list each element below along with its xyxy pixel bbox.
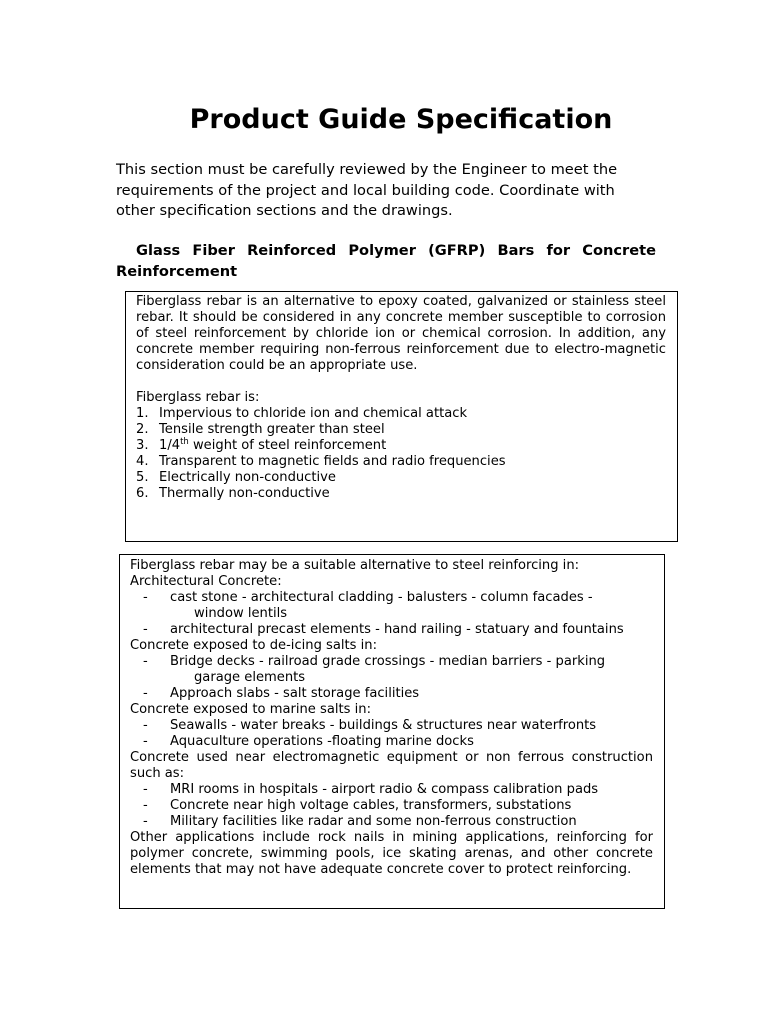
list-item-text: weight of steel reinforcement <box>188 438 387 453</box>
list-item-text: Electrically non-conductive <box>159 470 336 485</box>
spacer <box>136 374 666 390</box>
overview-paragraph: Fiberglass rebar is an alternative to epoxy coated, galvanized or stainless steel rebar. It should be considered in any concrete member susceptible to corrosion of steel reinforcement by chloride ion or chemical corrosion. In addition, any concrete member requiring non-ferrous reinforcement due to electro-magnetic consideration could be an appropriate use. <box>136 294 666 373</box>
list-item <box>136 486 666 502</box>
list-number: 6. <box>136 486 149 501</box>
list-item-text: Thermally non-conductive <box>159 486 330 501</box>
application-text: Concrete near high voltage cables, transformers, substations <box>170 798 572 813</box>
dash-bullet: - <box>143 654 148 669</box>
list-number: 3. <box>136 438 149 453</box>
list-item <box>136 454 666 470</box>
dash-bullet: - <box>143 782 148 797</box>
application-line <box>130 622 653 638</box>
application-text: cast stone - architectural cladding - balusters - column facades - <box>170 590 593 605</box>
category-heading: Concrete used near electromagnetic equipment or non ferrous construction such as: <box>130 750 653 781</box>
application-line <box>130 798 653 814</box>
dash-bullet: - <box>143 686 148 701</box>
application-text: Approach slabs - salt storage facilities <box>170 686 420 701</box>
application-text: architectural precast elements - hand railing - statuary and fountains <box>170 622 624 637</box>
applications-intro: Fiberglass rebar may be a suitable alternative to steel reinforcing in: <box>130 558 580 573</box>
fiberglass-overview-box <box>125 291 678 542</box>
application-line <box>130 782 653 798</box>
application-line-continued <box>130 606 653 622</box>
dash-bullet: - <box>143 798 148 813</box>
dash-bullet: - <box>143 590 148 605</box>
properties-list <box>136 406 666 502</box>
list-item-text: Impervious to chloride ion and chemical attack <box>159 406 468 421</box>
application-text: Bridge decks - railroad grade crossings - median barriers - parking <box>170 654 606 669</box>
application-text-continued: window lentils <box>194 606 288 621</box>
application-text: MRI rooms in hospitals - airport radio & compass calibration pads <box>170 782 599 797</box>
list-item <box>136 470 666 486</box>
list-item <box>136 438 666 454</box>
dash-bullet: - <box>143 718 148 733</box>
application-line <box>130 718 653 734</box>
application-text-continued: garage elements <box>194 670 306 685</box>
application-text: Military facilities like radar and some non-ferrous construction <box>170 814 577 829</box>
category-heading: Concrete exposed to de-icing salts in: <box>130 638 377 653</box>
dash-bullet: - <box>143 622 148 637</box>
dash-bullet: - <box>143 814 148 829</box>
list-item-text: Tensile strength greater than steel <box>159 422 385 437</box>
category-heading: Concrete exposed to marine salts in: <box>130 702 371 717</box>
application-text: Seawalls - water breaks - buildings & structures near waterfronts <box>170 718 597 733</box>
other-applications-paragraph: Other applications include rock nails in mining applications, reinforcing for polymer concrete, swimming pools, ice skating arenas, and other concrete elements that may not have adequate concrete cover to protect reinforcing. <box>130 830 653 877</box>
application-line <box>130 734 653 750</box>
intro-paragraph: This section must be carefully reviewed by the Engineer to meet the requirements of the project and local building code. Coordinate with other specification sections and the drawings. <box>116 161 618 219</box>
list-item-text-fraction: 1/4 <box>159 438 181 453</box>
list-number: 2. <box>136 422 149 437</box>
application-line <box>130 590 653 606</box>
category-heading: Architectural Concrete: <box>130 574 282 589</box>
application-line <box>130 814 653 830</box>
list-item-text: Transparent to magnetic fields and radio frequencies <box>159 454 506 469</box>
application-line <box>130 686 653 702</box>
properties-intro: Fiberglass rebar is: <box>136 390 260 405</box>
list-number: 1. <box>136 406 149 421</box>
applications-box <box>119 554 665 909</box>
list-item <box>136 406 666 422</box>
list-number: 5. <box>136 470 149 485</box>
application-text: Aquaculture operations -floating marine docks <box>170 734 474 749</box>
dash-bullet: - <box>143 734 148 749</box>
list-item <box>136 422 666 438</box>
list-number: 4. <box>136 454 149 469</box>
superscript-th: th <box>180 437 189 447</box>
application-line-continued <box>130 670 653 686</box>
page-title: Product Guide Specification <box>189 104 613 135</box>
section-subtitle: Glass Fiber Reinforced Polymer (GFRP) Bars for Concrete Reinforcement <box>116 242 656 280</box>
application-line <box>130 654 653 670</box>
